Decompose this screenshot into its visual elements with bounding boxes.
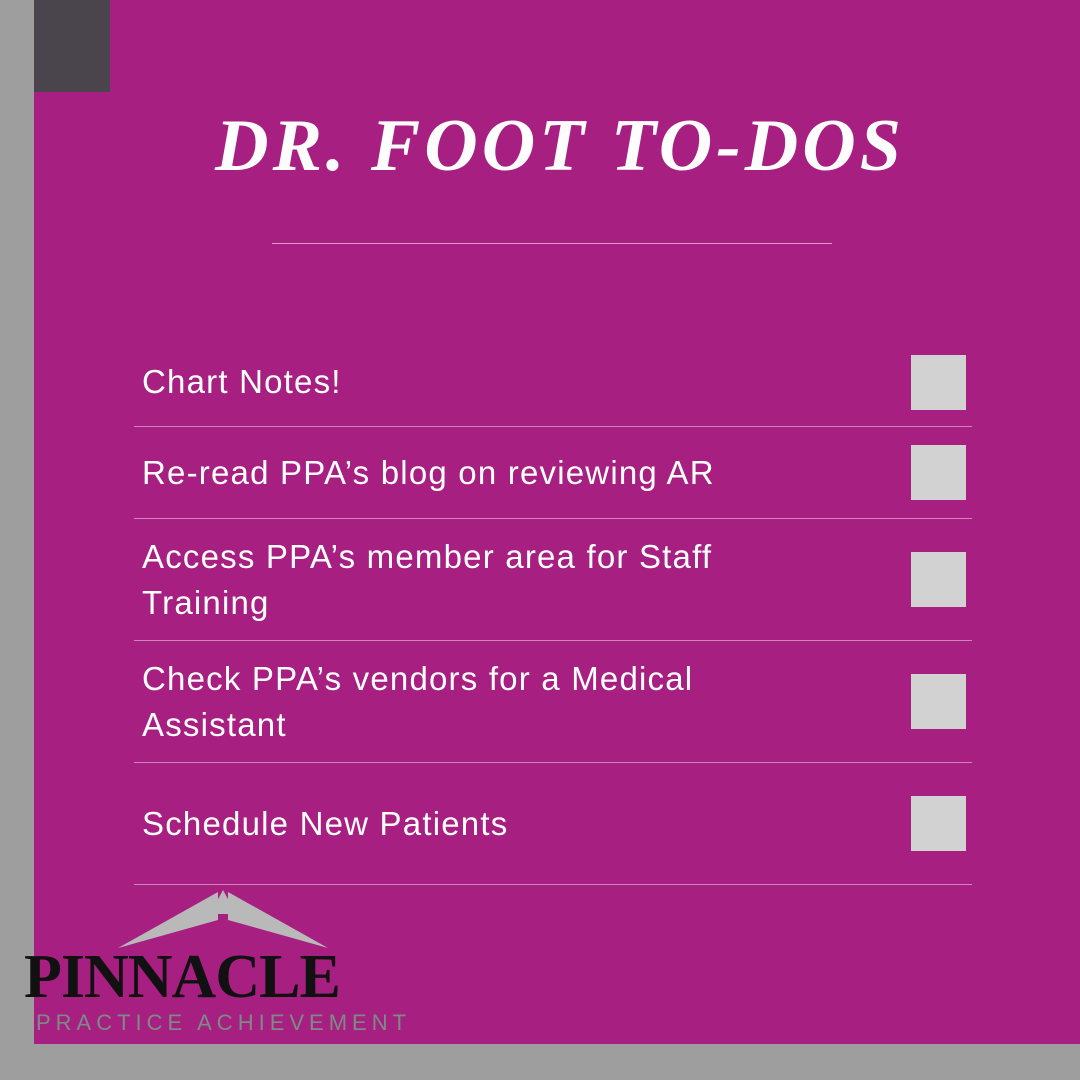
list-item[interactable] bbox=[134, 763, 972, 885]
todo-label: Schedule New Patients bbox=[142, 804, 509, 842]
checkbox[interactable] bbox=[911, 552, 966, 607]
list-item[interactable] bbox=[134, 519, 972, 641]
todo-label: Re-read PPA’s blog on reviewing AR bbox=[142, 453, 715, 491]
logo-wordmark: PINNACLE bbox=[24, 943, 340, 1011]
todo-list bbox=[134, 338, 972, 885]
title-divider bbox=[272, 243, 832, 244]
checkbox[interactable] bbox=[911, 355, 966, 410]
todo-label: Access PPA’s member area for Staff Training bbox=[142, 537, 713, 621]
list-item[interactable] bbox=[134, 338, 972, 427]
todo-label: Chart Notes! bbox=[142, 363, 342, 401]
checkbox[interactable] bbox=[911, 796, 966, 851]
bottom-edge-band bbox=[0, 1044, 1080, 1080]
logo-tagline: PRACTICE ACHIEVEMENT bbox=[36, 1010, 412, 1035]
brand-logo bbox=[14, 894, 414, 1044]
todo-label: Check PPA’s vendors for a Medical Assistant bbox=[142, 659, 694, 743]
page-title: DR. FOOT TO-DOS bbox=[215, 105, 905, 187]
list-item[interactable] bbox=[134, 427, 972, 519]
corner-accent-block bbox=[34, 0, 110, 92]
list-item[interactable] bbox=[134, 641, 972, 763]
checkbox[interactable] bbox=[911, 674, 966, 729]
checkbox[interactable] bbox=[911, 445, 966, 500]
